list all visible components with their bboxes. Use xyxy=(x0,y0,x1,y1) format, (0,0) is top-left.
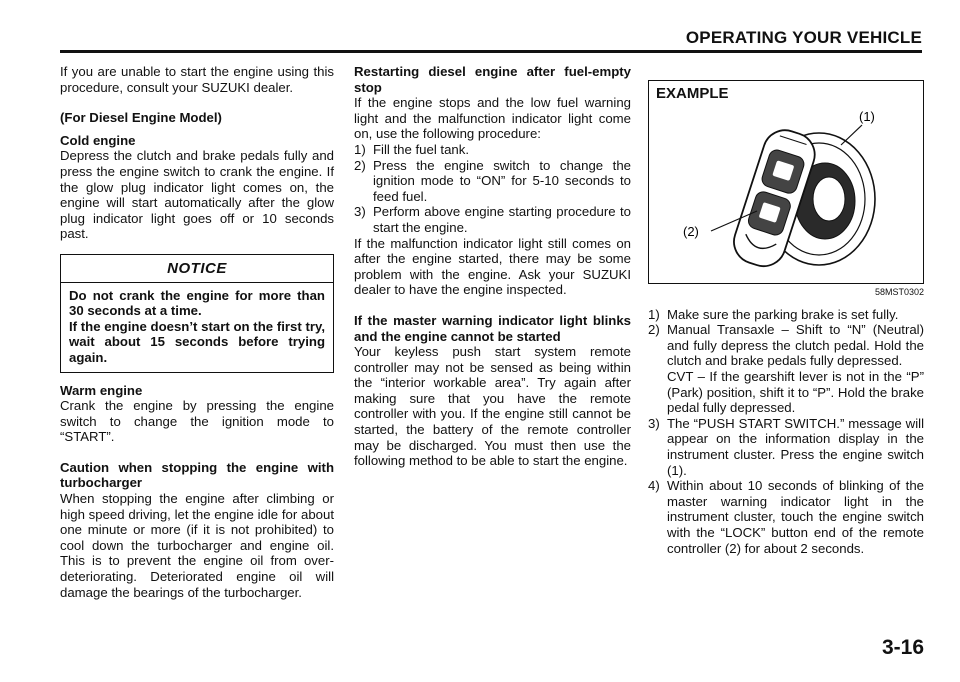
step-number: 2) xyxy=(648,322,660,338)
restart-intro: If the engine stops and the low fuel warning light and the malfunction indicator light come on, use the following procedure: xyxy=(354,95,631,142)
step-number: 3) xyxy=(648,415,660,431)
restart-steps xyxy=(354,142,631,236)
list-item xyxy=(648,416,924,478)
callout-1: (1) xyxy=(859,109,875,124)
warm-engine-body: Crank the engine by pressing the engine switch to change the ignition mode to “START”. xyxy=(60,398,334,445)
step-number: 3) xyxy=(354,204,366,220)
list-item xyxy=(648,307,924,323)
step-text-cvt: CVT – If the gearshift lever is not in the “P” (Park) position, shift it to “P”. Hold the brake pedal fully depressed. xyxy=(667,368,924,416)
left-column xyxy=(60,64,334,600)
leader-line-1 xyxy=(841,125,862,145)
turbo-heading: Caution when stopping the engine with turbocharger xyxy=(60,459,334,491)
step-number: 1) xyxy=(354,141,366,157)
step-number: 4) xyxy=(648,478,660,494)
middle-column xyxy=(354,64,631,469)
step-number: 2) xyxy=(354,157,366,173)
example-figure xyxy=(648,80,924,284)
list-item xyxy=(648,478,924,556)
warning-heading: If the master warning indicator light blinks and the engine cannot be started xyxy=(354,312,631,344)
step-text: Press the engine switch to change the ignition mode to “ON” for 5-10 seconds to feed fuel. xyxy=(373,157,631,204)
step-text: The “PUSH START SWITCH.” message will appear on the information display in the instrument cluster. Press the engine switch (1). xyxy=(667,415,924,478)
restart-heading: Restarting diesel engine after fuel-empty stop xyxy=(354,64,631,95)
start-steps xyxy=(648,307,924,557)
notice-title: NOTICE xyxy=(61,255,333,283)
remote-controller-illustration xyxy=(649,81,925,283)
list-item xyxy=(354,158,631,205)
engine-switch-center xyxy=(813,177,845,221)
notice-line-2: If the engine doesn’t start on the first try, wait about 15 seconds before trying again. xyxy=(69,318,325,365)
notice-body xyxy=(61,283,333,372)
list-item xyxy=(354,204,631,235)
cold-engine-body: Depress the clutch and brake pedals fully and press the engine switch to crank the engine. If the glow plug indicator light comes on, the engine will start automatically after the glow plug indicator light goes off or 10 seconds past. xyxy=(60,148,334,242)
step-text: Within about 10 seconds of blinking of the master warning indicator light in the instrument cluster, touch the engine switch with the “LOCK” button end of the remote controller (2) for about 2 seconds. xyxy=(667,478,924,556)
callout-2: (2) xyxy=(683,224,699,239)
list-item xyxy=(354,142,631,158)
notice-line-1: Do not crank the engine for more than 30 seconds at a time. xyxy=(69,287,325,319)
list-item xyxy=(648,322,924,416)
restart-after: If the malfunction indicator light still comes on after the engine started, there may be some problem with the engine. Ask your SUZUKI dealer to have the engine inspected. xyxy=(354,235,631,298)
page-header-title: OPERATING YOUR VEHICLE xyxy=(685,28,922,47)
notice-box xyxy=(60,254,334,373)
step-text: Perform above engine starting procedure to start the engine. xyxy=(373,204,631,235)
example-label: EXAMPLE xyxy=(656,85,729,102)
warm-engine-heading: Warm engine xyxy=(60,382,143,398)
header-rule xyxy=(60,50,922,53)
right-column xyxy=(648,80,924,556)
step-number: 1) xyxy=(648,306,660,322)
step-text: Manual Transaxle – Shift to “N” (Neutral) and fully depress the clutch pedal. Hold the clutch and brake pedals fully depressed. xyxy=(667,322,924,369)
page-number: 3-16 xyxy=(881,636,924,659)
turbo-body: When stopping the engine after climbing or high speed driving, let the engine idle for about one minute or more (if it is not prohibited) to cool down the turbocharger and engine oil. This is to prevent the engine oil from over-deteriorating. Deteriorated engine oil will damage the bearings of the turbocharger. xyxy=(60,491,334,600)
cold-engine-heading: Cold engine xyxy=(60,132,136,148)
figure-code: 58MST0302 xyxy=(874,287,924,297)
step-text: Fill the fuel tank. xyxy=(373,141,470,157)
step-text: Make sure the parking brake is set fully. xyxy=(667,306,899,322)
warning-body: Your keyless push start system remote controller may not be sensed as being within the “interior workable area”. Try again after making sure that you have the remote controller with you. If the engine still cannot be started, the battery of the remote controller may be discharged. You must then use the following method to be able to start the engine. xyxy=(354,344,631,469)
intro-paragraph: If you are unable to start the engine using this procedure, consult your SUZUKI dealer. xyxy=(60,64,334,95)
diesel-model-heading: (For Diesel Engine Model) xyxy=(60,110,222,126)
